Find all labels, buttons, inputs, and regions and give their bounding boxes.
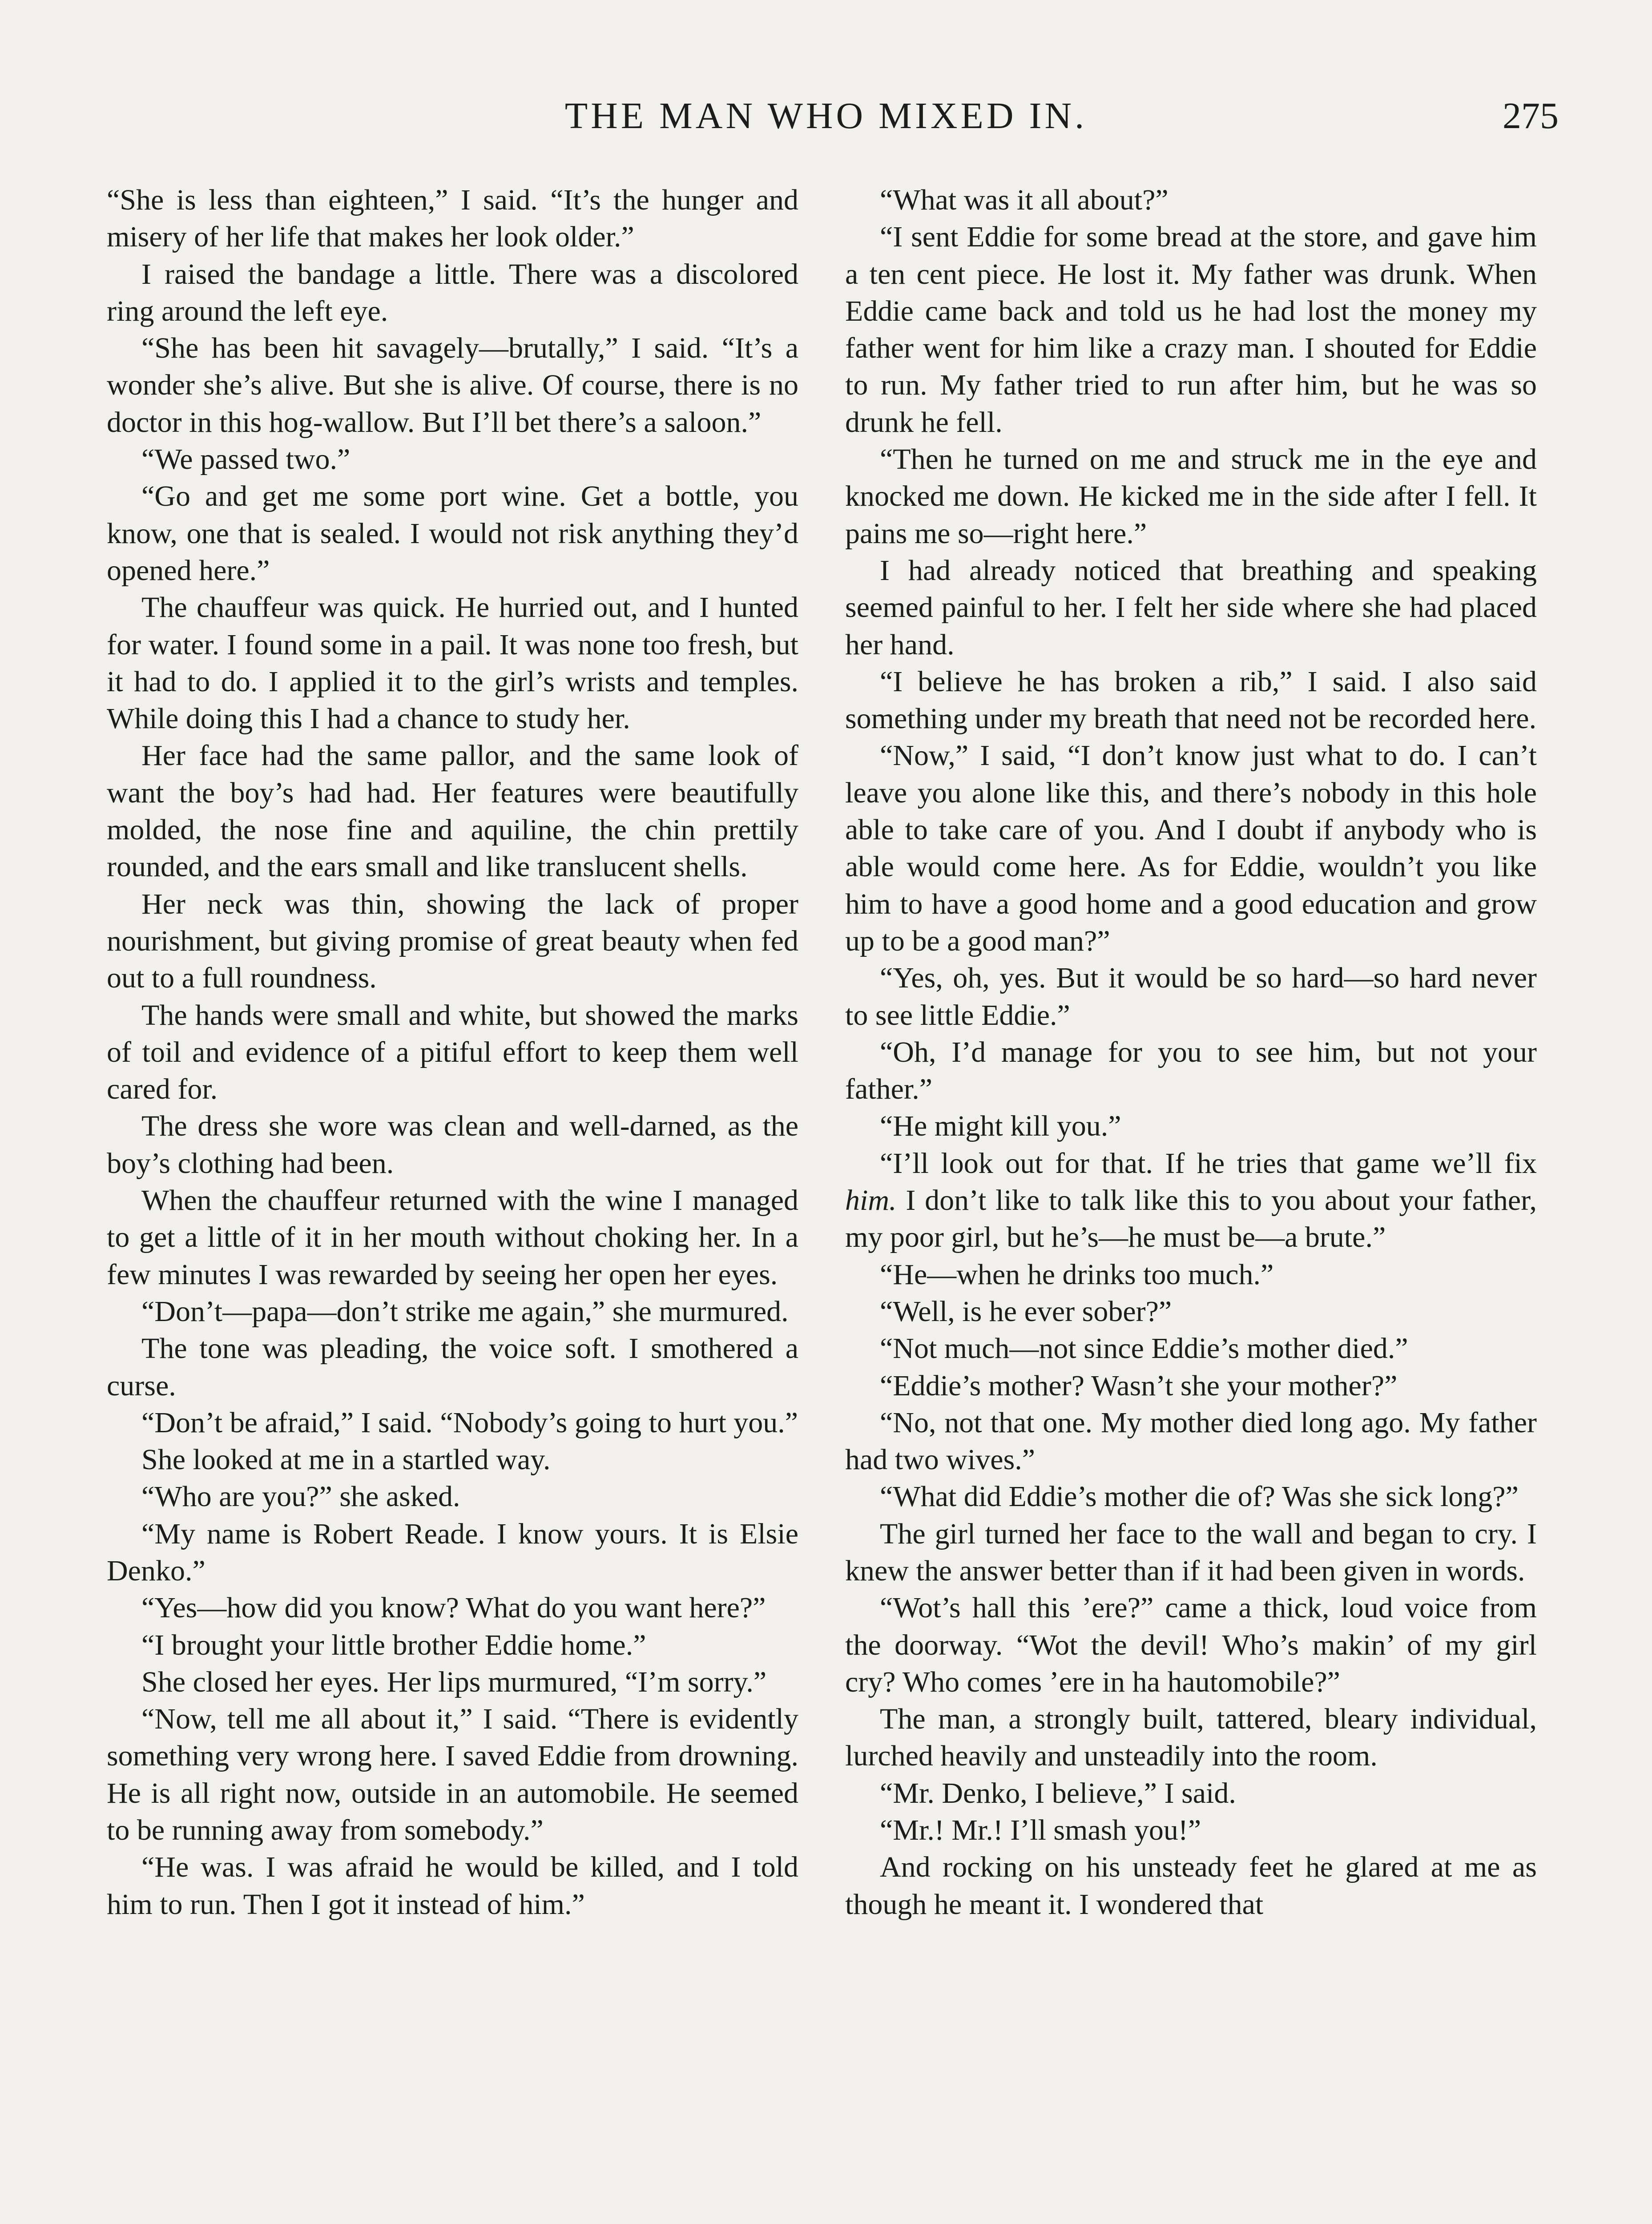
paragraph: “Who are you?” she asked. bbox=[141, 1480, 460, 1513]
paragraph: Her neck was thin, showing the lack of proper nourishment, but giving promise of great beauty when fed out to a full roundness. bbox=[107, 887, 798, 995]
paragraph: “Eddie’s mother? Wasn’t she your mother?” bbox=[880, 1369, 1398, 1402]
page-number: 275 bbox=[1503, 95, 1559, 137]
paragraph: “She is less than eighteen,” I said. “It’s the hunger and misery of her life that makes her look older.” bbox=[107, 184, 798, 254]
paragraph: “What was it all about?” bbox=[880, 184, 1168, 216]
paragraph: “She has been hit savagely—brutally,” I said. “It’s a wonder she’s alive. But she is alive. Of course, there is no doctor in this hog-wallow. But I’ll bet there’s a saloon.” bbox=[107, 332, 798, 439]
paragraph: “Mr.! Mr.! I’ll smash you!” bbox=[880, 1814, 1201, 1847]
paragraph: “Mr. Denko, I believe,” I said. bbox=[880, 1777, 1236, 1809]
paragraph: “Not much—not since Eddie’s mother died.” bbox=[880, 1332, 1408, 1365]
paragraph-text: “I’ll look out for that. If he tries that game we’ll fix bbox=[880, 1147, 1537, 1180]
paragraph: And rocking on his unsteady feet he glared at me as though he meant it. I wondered that bbox=[845, 1851, 1537, 1921]
emphasized-word: him. bbox=[845, 1184, 897, 1217]
paragraph: “Go and get me some port wine. Get a bottle, you know, one that is sealed. I would not risk anything they’d opened here.” bbox=[107, 480, 798, 587]
paragraph: The chauffeur was quick. He hurried out, and I hunted for water. I found some in a pail. It was none too fresh, but it had to do. I applied it to the girl’s wrists and temples. While doing this I had a chance to study her. bbox=[107, 591, 798, 735]
paragraph: I had already noticed that breathing and speaking seemed painful to her. I felt her side where she had placed her hand. bbox=[845, 554, 1537, 661]
paragraph: The dress she wore was clean and well-darned, as the boy’s clothing had been. bbox=[107, 1110, 798, 1180]
paragraph: “I believe he has broken a rib,” I said. I also said something under my breath that need not be recorded here. bbox=[845, 665, 1537, 735]
paragraph: “Don’t be afraid,” I said. “Nobody’s going to hurt you.” bbox=[141, 1406, 798, 1439]
paragraph: The hands were small and white, but showed the marks of toil and evidence of a pitiful effort to keep them well cared for. bbox=[107, 999, 798, 1106]
paragraph: “Yes, oh, yes. But it would be so hard—so hard never to see little Eddie.” bbox=[845, 962, 1537, 1031]
right-column bbox=[845, 181, 1537, 1923]
paragraph: “He was. I was afraid he would be killed, and I told him to run. Then I got it instead of him.” bbox=[107, 1851, 798, 1921]
paragraph: “Well, is he ever sober?” bbox=[880, 1295, 1172, 1328]
paragraph: “I sent Eddie for some bread at the store, and gave him a ten cent piece. He lost it. My father was drunk. When Eddie came back and told us he had lost the money my father went for him like a crazy man. I shouted for Eddie to run. My father tried to run after him, but he was so drunk he fell. bbox=[845, 221, 1537, 439]
paragraph: “Then he turned on me and struck me in the eye and knocked me down. He kicked me in the side after I fell. It pains me so—right here.” bbox=[845, 443, 1537, 550]
paragraph: When the chauffeur returned with the wine I managed to get a little of it in her mouth without choking her. In a few minutes I was rewarded by seeing her open her eyes. bbox=[107, 1184, 798, 1291]
left-column bbox=[107, 181, 798, 1923]
paragraph bbox=[845, 1145, 1537, 1256]
paragraph: The man, a strongly built, tattered, bleary individual, lurched heavily and unsteadily into the room. bbox=[845, 1703, 1537, 1773]
paragraph: “We passed two.” bbox=[141, 443, 351, 476]
paragraph: “He—when he drinks too much.” bbox=[880, 1258, 1274, 1291]
paragraph-text: I don’t like to talk like this to you about your father, my poor girl, but he’s—he must be—a brute.” bbox=[845, 1184, 1537, 1254]
paragraph: “Now,” I said, “I don’t know just what to do. I can’t leave you alone like this, and there’s nobody in this hole able to take care of you. And I doubt if anybody who is able would come here. As for Eddie, wouldn’t you like him to have a good home and a good education and grow up to be a good man?” bbox=[845, 739, 1537, 957]
paragraph: Her face had the same pallor, and the same look of want the boy’s had had. Her features were beautifully molded, the nose fine and aquiline, the chin prettily rounded, and the ears small and like translucent shells. bbox=[107, 739, 798, 883]
paragraph: “My name is Robert Reade. I know yours. It is Elsie Denko.” bbox=[107, 1517, 798, 1587]
paragraph: “What did Eddie’s mother die of? Was she sick long?” bbox=[880, 1480, 1519, 1513]
paragraph: The tone was pleading, the voice soft. I smothered a curse. bbox=[107, 1332, 798, 1402]
paragraph: I raised the bandage a little. There was a discolored ring around the left eye. bbox=[107, 258, 798, 327]
paragraph: “Don’t—papa—don’t strike me again,” she murmured. bbox=[141, 1295, 789, 1328]
paragraph: “No, not that one. My mother died long ago. My father had two wives.” bbox=[845, 1406, 1537, 1476]
paragraph: “Wot’s hall this ’ere?” came a thick, loud voice from the doorway. “Wot the devil! Who’s makin’ of my girl cry? Who comes ’ere in ha hautomobile?” bbox=[845, 1591, 1537, 1698]
paragraph: “Yes—how did you know? What do you want here?” bbox=[141, 1591, 766, 1624]
paragraph: She closed her eyes. Her lips murmured, “I’m sorry.” bbox=[141, 1665, 767, 1698]
paragraph: “I brought your little brother Eddie home.” bbox=[141, 1628, 646, 1661]
paragraph: She looked at me in a startled way. bbox=[141, 1443, 551, 1476]
paragraph: “Now, tell me all about it,” I said. “There is evidently something very wrong here. I saved Eddie from drowning. He is all right now, outside in an automobile. He seemed to be running away from somebody.” bbox=[107, 1703, 798, 1847]
page-title: THE MAN WHO MIXED IN. bbox=[564, 95, 1088, 137]
paragraph: “He might kill you.” bbox=[880, 1110, 1121, 1143]
paragraph: “Oh, I’d manage for you to see him, but not your father.” bbox=[845, 1035, 1537, 1106]
paragraph: The girl turned her face to the wall and began to cry. I knew the answer better than if it had been given in words. bbox=[845, 1517, 1537, 1587]
running-head bbox=[0, 92, 1652, 141]
